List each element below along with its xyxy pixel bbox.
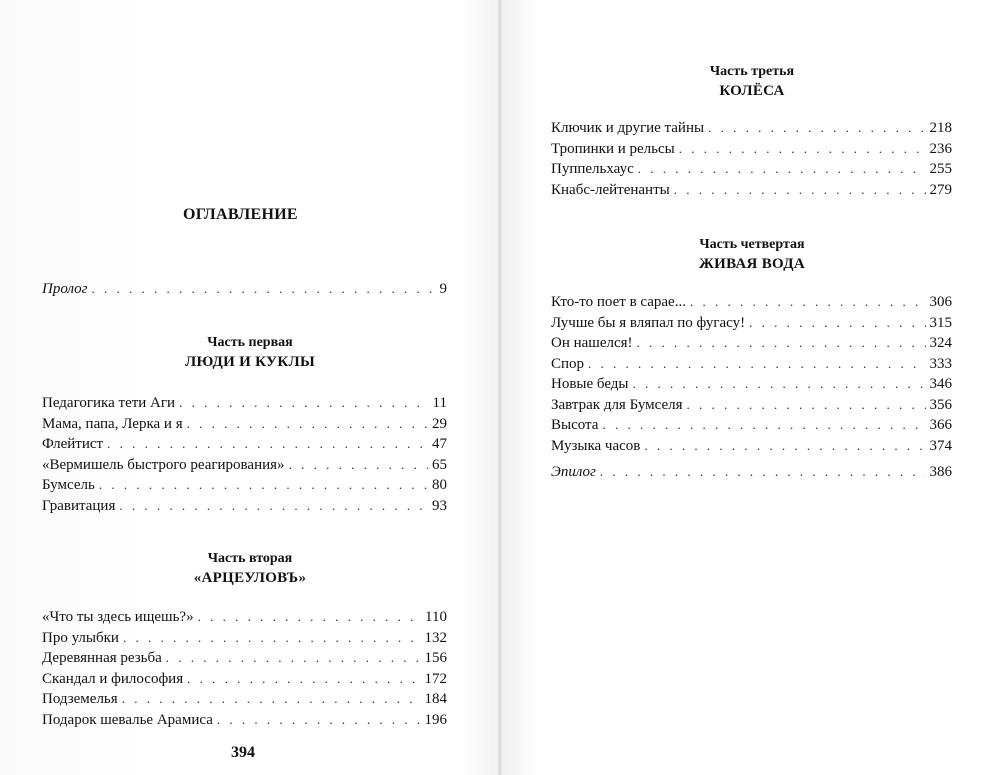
toc-entry-title: Он нашелся! — [551, 335, 633, 351]
toc-entry-title: Педагогика тети Аги — [42, 395, 176, 411]
toc-entry — [551, 464, 952, 485]
leader-dots — [633, 376, 926, 392]
leader-dots — [92, 281, 436, 297]
toc-entry-page: 333 — [929, 355, 952, 372]
leader-dots — [600, 464, 926, 480]
part-one-heading — [150, 334, 350, 372]
toc-entry-page: 315 — [929, 314, 952, 331]
leader-dots — [588, 356, 925, 372]
toc-entry-title: Флейтист — [42, 436, 104, 452]
leader-dots — [179, 395, 428, 411]
toc-entry — [551, 141, 952, 162]
part-name: ЛЮДИ И КУКЛЫ — [184, 354, 316, 370]
toc-entry-title: Ключик и другие тайны — [551, 120, 705, 136]
toc-entry-title: Бумсель — [42, 477, 95, 493]
toc-entry — [42, 477, 447, 498]
toc-entry — [42, 281, 447, 302]
page-number: 394 — [231, 744, 255, 761]
leader-dots — [187, 671, 420, 687]
part-name: ЖИВАЯ ВОДА — [698, 256, 806, 272]
toc-entry — [551, 356, 952, 377]
part-label: Часть вторая — [207, 551, 293, 566]
toc-entry-title: Пуппельхаус — [551, 161, 634, 177]
toc-entry-page: 306 — [929, 294, 952, 310]
toc-entry-page: 9 — [439, 281, 447, 297]
toc-entry-title: Тропинки и рельсы — [551, 140, 675, 157]
part-two-heading — [150, 550, 350, 588]
toc-entry-page: 255 — [929, 161, 952, 177]
toc-entry — [551, 397, 952, 418]
leader-dots — [602, 417, 925, 433]
toc-entry-title: Завтрак для Бумселя — [551, 396, 683, 413]
toc-entry-title: Деревянная резьба — [42, 650, 162, 666]
toc-entry-title: Подарок шевалье Арамиса — [42, 711, 213, 728]
toc-entry — [42, 691, 447, 712]
leader-dots — [674, 182, 926, 198]
toc-entry — [42, 650, 447, 671]
part-name: «АРЦЕУЛОВЪ» — [193, 570, 307, 586]
contents-title: ОГЛАВЛЕНИЕ — [183, 206, 298, 223]
toc-entry-page: 356 — [929, 396, 952, 413]
leader-dots — [749, 315, 925, 331]
part-three-heading — [652, 63, 852, 101]
leader-dots — [99, 477, 428, 493]
toc-entry — [42, 436, 447, 457]
toc-entry-page: 279 — [929, 181, 952, 198]
leader-dots — [644, 438, 925, 454]
toc-entry — [42, 671, 447, 692]
leader-dots — [198, 609, 421, 625]
toc-entry-page: 11 — [432, 395, 447, 411]
toc-entry-page: 184 — [424, 691, 447, 707]
toc-entry-title: Гравитация — [42, 497, 116, 514]
toc-entry-page: 366 — [929, 417, 952, 433]
toc-entry-title: Мама, папа, Лерка и я — [42, 415, 183, 432]
epilogue-entry — [551, 464, 952, 485]
part-one-chapters — [42, 395, 447, 518]
toc-entry-title: Спор — [551, 355, 585, 372]
toc-entry-title: Музыка часов — [551, 437, 641, 454]
part-four-heading — [652, 236, 852, 274]
part-two-chapters — [42, 609, 447, 732]
part-three-chapters — [551, 120, 952, 202]
leader-dots — [122, 691, 421, 707]
toc-entry-title: «Вермишель быстрого реагирования» — [42, 456, 285, 473]
leader-dots — [217, 712, 421, 728]
toc-entry — [551, 315, 952, 336]
toc-entry-page: 110 — [425, 609, 447, 625]
toc-entry — [551, 417, 952, 438]
leader-dots — [637, 335, 926, 351]
toc-entry — [551, 376, 952, 397]
toc-entry-title: Кнабс-лейтенанты — [551, 181, 670, 198]
toc-entry — [42, 416, 447, 437]
toc-entry-title: «Что ты здесь ищешь?» — [42, 609, 194, 625]
part-label: Часть третья — [709, 64, 795, 79]
leader-dots — [187, 416, 428, 432]
leader-dots — [107, 436, 428, 452]
toc-entry-title: Лучше бы я вляпал по фугасу! — [551, 314, 746, 331]
toc-entry-title: Новые беды — [551, 376, 629, 392]
toc-entry — [551, 335, 952, 356]
leader-dots — [690, 294, 926, 310]
toc-entry-title: Пролог — [42, 281, 88, 297]
toc-entry-page: 346 — [929, 376, 952, 392]
toc-entry-title: Подземелья — [42, 691, 118, 707]
toc-entry-page: 236 — [929, 140, 952, 157]
toc-entry-page: 196 — [424, 711, 447, 728]
leader-dots — [638, 161, 926, 177]
toc-entry — [42, 457, 447, 478]
toc-entry-page: 47 — [432, 436, 447, 452]
toc-entry-page: 93 — [432, 497, 447, 514]
toc-entry-page: 29 — [432, 415, 447, 432]
leader-dots — [687, 397, 926, 413]
toc-entry-page: 156 — [424, 650, 447, 666]
toc-entry-page: 172 — [424, 670, 447, 687]
toc-entry — [551, 438, 952, 459]
leader-dots — [166, 650, 421, 666]
toc-entry — [551, 294, 952, 315]
toc-entry-page: 80 — [432, 477, 447, 493]
toc-entry — [42, 395, 447, 416]
prologue-entry — [42, 281, 447, 302]
toc-entry — [551, 182, 952, 203]
toc-entry-title: Про улыбки — [42, 629, 119, 646]
part-name: КОЛЁСА — [719, 83, 785, 99]
toc-entry-page: 65 — [432, 456, 447, 473]
toc-entry-page: 132 — [424, 629, 447, 646]
toc-entry-page: 324 — [929, 335, 952, 351]
toc-entry-page: 374 — [929, 437, 952, 454]
toc-entry-page: 386 — [929, 464, 952, 480]
leader-dots — [708, 120, 925, 136]
toc-entry — [42, 498, 447, 519]
part-label: Часть первая — [207, 335, 293, 350]
toc-entry — [42, 712, 447, 733]
leader-dots — [123, 630, 421, 646]
toc-entry-title: Высота — [551, 417, 599, 433]
toc-entry-title: Кто-то поет в сарае... — [551, 294, 686, 310]
part-four-chapters — [551, 294, 952, 458]
toc-entry-title: Скандал и философия — [42, 670, 184, 687]
book-gutter — [498, 0, 502, 775]
toc-entry — [551, 120, 952, 141]
toc-entry — [42, 630, 447, 651]
toc-entry — [42, 609, 447, 630]
leader-dots — [289, 457, 428, 473]
toc-entry-title: Эпилог — [551, 464, 596, 480]
toc-entry — [551, 161, 952, 182]
part-label: Часть четвертая — [699, 237, 805, 252]
leader-dots — [119, 498, 428, 514]
leader-dots — [679, 141, 926, 157]
toc-entry-page: 218 — [929, 120, 952, 136]
